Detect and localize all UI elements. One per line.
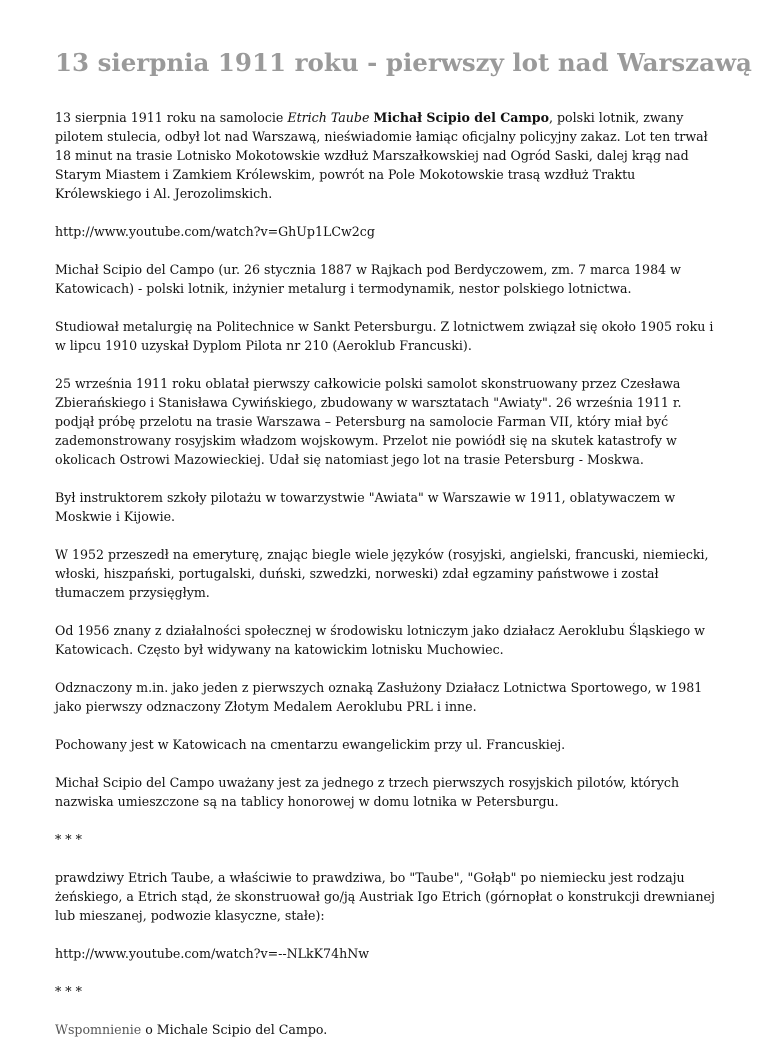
separator: * * * [55,832,82,847]
burial-paragraph: Pochowany jest w Katowicach na cmentarzu ewangelickim przy ul. Francuskiej. [55,737,566,752]
youtube-url-2: http://www.youtube.com/watch?v=--NLkK74hNw [55,946,369,961]
youtube-url-1: http://www.youtube.com/watch?v=GhUp1LCw2cg [55,224,375,239]
awards-paragraph: Odznaczony m.in. jako jeden z pierwszych oznaką Zasłużony Działacz Lotnictwa Sportowego, w 1981 jako pierwszy odznaczony Złotym Medalem Aeroklubu PRL i inne. [55,680,703,714]
bio-paragraph: Michał Scipio del Campo (ur. 26 stycznia 1887 w Rajkach pod Berdyczowem, zm. 7 marca 1984 w Katowicach) - polski lotnik, inżynier metalurg i termodynamik, nestor polskiego lotnictwa. [55,262,681,296]
memory-paragraph [55,1020,715,1039]
separator: * * * [55,984,82,999]
intro-text-a: 13 sierpnia 1911 roku na samolocie [55,110,288,125]
social-activity-paragraph: Od 1956 znany z działalności społecznej w środowisku lotniczym jako działacz Aeroklubu Śląskiego w Katowicach. Często był widywany na katowickim lotnisku Muchowiec. [55,623,705,657]
pilot-name: Michał Scipio del Campo [373,110,549,125]
retirement-paragraph: W 1952 przeszedł na emeryturę, znając biegle wiele języków (rosyjski, angielski, francuski, niemiecki, włoski, hiszpański, portugalski, duński, szwedzki, norweski) zdał egzaminy państwowe i został tłumaczem przysięgłym. [55,547,709,600]
intro-text-b: , polski lotnik, zwany pilotem stulecia, odbył lot nad Warszawą, nieświadomie łamiąc oficjalny policyjny zakaz. Lot ten trwał 18 minut na trasie Lotnisko Mokotowskie wzdłuż Marszałkowskiej nad Ogród Saski, dalej krąg nad Starym Miastem i Zamkiem Królewskim, powrót na Pole Mokotowskie trasą wzdłuż Traktu Królewskiego i Al. Jerozolimskich. [55,110,708,201]
honor-paragraph: Michał Scipio del Campo uważany jest za jednego z trzech pierwszych rosyjskich pilotów, których nazwiska umieszczone są na tablicy honorowej w domu lotnika w Petersburgu. [55,775,680,809]
plane-name: Etrich Taube [287,110,370,125]
page-title: 13 sierpnia 1911 roku - pierwszy lot nad Warszawą [55,48,752,77]
etrich-taube-paragraph: prawdziwy Etrich Taube, a właściwie to prawdziwa, bo "Taube", "Gołąb" po niemiecku jest rodzaju żeńskiego, a Etrich stąd, że skonstruował go/ją Austriak Igo Etrich (górnopłat o konstrukcji drewnianej lub mieszanej, podwozie klasyczne, stałe): [55,870,715,923]
studies-paragraph: Studiował metalurgię na Politechnice w Sankt Petersburgu. Z lotnictwem związał się około 1905 roku i w lipcu 1910 uzyskał Dyplom Pilota nr 210 (Aeroklub Francuski). [55,319,714,353]
intro-paragraph [55,108,715,203]
memory-link[interactable]: Wspomnienie [55,1022,142,1037]
flights-paragraph: 25 września 1911 roku oblatał pierwszy całkowicie polski samolot skonstruowany przez Czesława Zbierańskiego i Stanisława Cywińskiego, zbudowany w warsztatach "Awiaty". 26 września 1911 r. podjął próbę przelotu na trasie Warszawa – Petersburg na samolocie Farman VII, który miał być zademonstrowany rosyjskim władzom wojskowym. Przelot nie powiódł się na skutek katastrofy w okolicach Ostrowi Mazowieckiej. Udał się natomiast jego lot na trasie Petersburg - Moskwa. [55,376,682,467]
article [55,0,752,1058]
instructor-paragraph: Był instruktorem szkoły pilotażu w towarzystwie "Awiata" w Warszawie w 1911, oblatywaczem w Moskwie i Kijowie. [55,490,676,524]
memory-text: o Michale Scipio del Campo. [141,1022,328,1037]
